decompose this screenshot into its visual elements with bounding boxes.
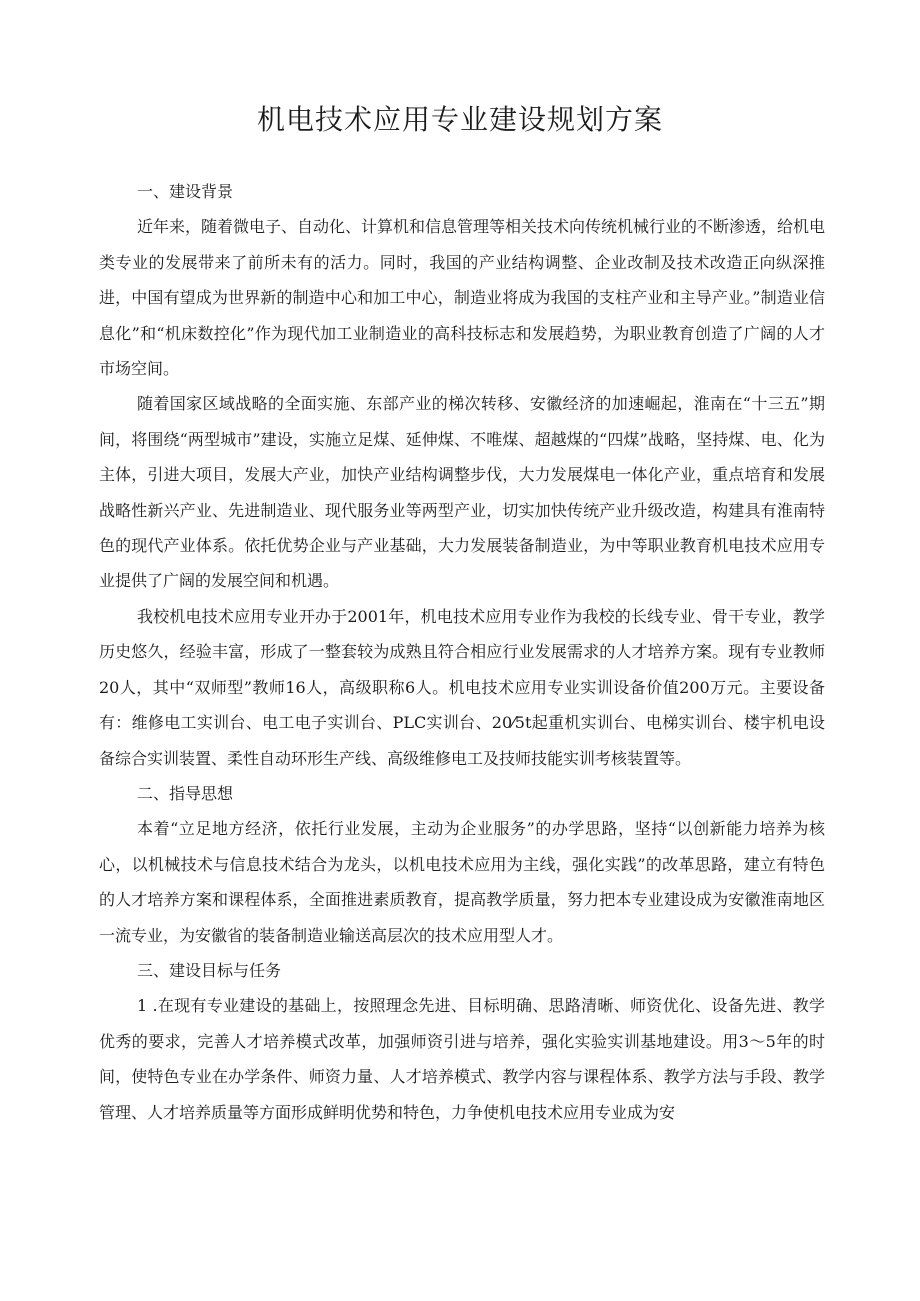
document-title: 机电技术应用专业建设规划方案 xyxy=(256,103,663,136)
section-heading-goals-tasks: 三、建设目标与任务 xyxy=(137,960,282,980)
paragraph: 随着国家区域战略的全面实施、东部产业的梯次转移、安徽经济的加速崛起，淮南在“十三五”期间，将围绕“两型城市”建设，实施立足煤、延伸煤、不唯煤、超越煤的“四煤”战略，坚持煤、电、化为主体，引进大项目，发展大产业，加快产业结构调整步伐，大力发展煤电一体化产业，重点培育和发展战略性新兴产业、先进制造业、现代服务业等两型产业，切实加快传统产业升级改造，构建具有淮南特色的现代产业体系。依托优势企业与产业基础，大力发展装备制造业，为中等职业教育机电技术应用专业提供了广阔的发展空间和机遇。 xyxy=(99,394,825,591)
section-heading-guiding-ideology: 二、指导思想 xyxy=(137,783,234,803)
paragraph: 1 .在现有专业建设的基础上，按照理念先进、目标明确、思路清晰、师资优化、设备先进、教学优秀的要求，完善人才培养模式改革，加强师资引进与培养，强化实验实训基地建设。用3～5年的时间，使特色专业在办学条件、师资力量、人才培养模式、教学内容与课程体系、教学方法与手段、教学管理、人才培养质量等方面形成鲜明优势和特色，力争使机电技术应用专业成为安 xyxy=(99,996,825,1122)
paragraph: 本着“立足地方经济，依托行业发展，主动为企业服务”的办学思路，坚持“以创新能力培养为核心，以机械技术与信息技术结合为龙头，以机电技术应用为主线，强化实践”的改革思路，建立有特色的人才培养方案和课程体系，全面推进素质教育，提高教学质量，努力把本专业建设成为安徽淮南地区一流专业，为安徽省的装备制造业输送高层次的技术应用型人才。 xyxy=(99,819,825,945)
paragraph: 近年来，随着微电子、自动化、计算机和信息管理等相关技术向传统机械行业的不断渗透，给机电类专业的发展带来了前所未有的活力。同时，我国的产业结构调整、企业改制及技术改造正向纵深推进，中国有望成为世界新的制造中心和加工中心，制造业将成为我国的支柱产业和主导产业。”制造业信息化”和“机床数控化”作为现代加工业制造业的高科技标志和发展趋势，为职业教育创造了广阔的人才市场空间。 xyxy=(99,217,826,379)
section-heading-background: 一、建设背景 xyxy=(137,182,234,201)
paragraph: 我校机电技术应用专业开办于2001年，机电技术应用专业作为我校的长线专业、骨干专业，教学历史悠久，经验丰富，形成了一整套较为成熟且符合相应行业发展需求的人才培养方案。现有专业教师20人，其中“双师型”教师16人，高级职称6人。机电技术应用专业实训设备价值200万元。主要设备有：维修电工实训台、电工电子实训台、PLC实训台、20⁄5t起重机实训台、电梯实训台、楼宇机电设备综合实训装置、柔性自动环形生产线、高级维修电工及技师技能实训考核装置等。 xyxy=(99,606,825,768)
document-body xyxy=(99,174,825,1130)
